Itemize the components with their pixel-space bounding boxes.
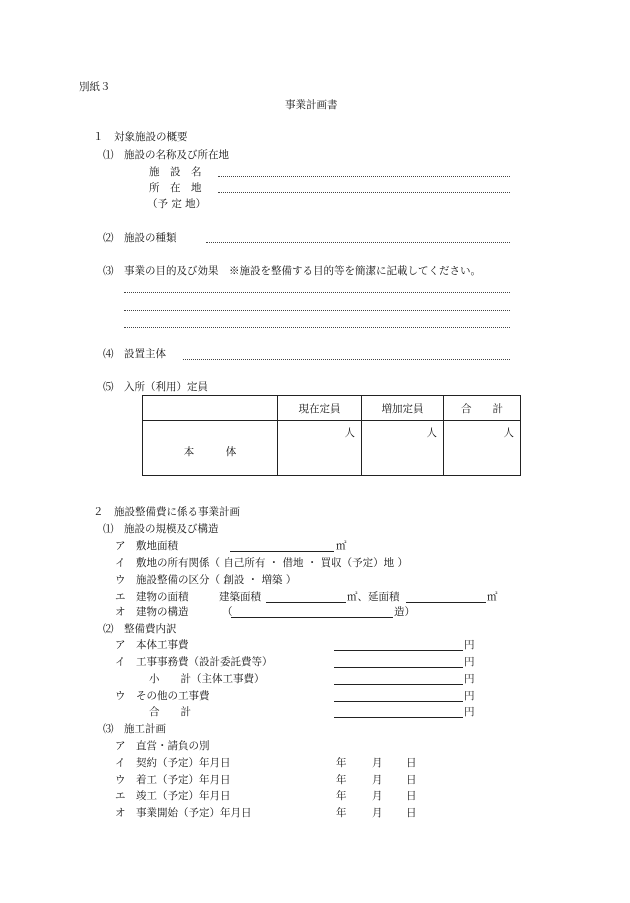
yen-unit: 円 [464, 673, 475, 685]
yen-unit: 円 [464, 639, 475, 651]
facility-type-field[interactable] [206, 242, 510, 243]
land-ownership-line: イ 敷地の所有関係（ 自己所有 ・ 借地 ・ 買収（予定）地 ） [115, 557, 409, 569]
cost-item-total: 合 計 [149, 706, 191, 718]
table-header-total: 合 計 [444, 396, 521, 421]
unit-person: 人 [503, 427, 514, 439]
establishing-body-field[interactable] [183, 359, 510, 360]
capacity-table [142, 395, 521, 476]
cost-item-main-construction: ア 本体工事費 [115, 639, 189, 651]
attachment-label: 別紙３ [79, 81, 111, 93]
s2-2-heading: ⑵ 整備費内訳 [103, 623, 177, 635]
table-header-blank [143, 396, 278, 421]
date-month: 月 [372, 774, 383, 786]
unit-person: 人 [426, 427, 437, 439]
other-cost-field[interactable] [334, 701, 463, 702]
current-capacity-cell[interactable] [278, 421, 362, 476]
purpose-field-line-2[interactable] [124, 310, 510, 311]
schedule-item-completion: エ 竣工（予定）年月日 [115, 790, 231, 802]
admin-cost-field[interactable] [334, 667, 463, 668]
table-row [143, 421, 521, 476]
total-floor-area-field[interactable] [406, 602, 486, 603]
site-area-unit: ㎡ [336, 540, 347, 552]
building-area-label: エ 建物の面積 [115, 591, 189, 603]
section2-heading: ２ 施設整備費に係る事業計画 [93, 506, 240, 518]
date-year: 年 [336, 774, 347, 786]
total-cost-field[interactable] [334, 717, 463, 718]
date-day: 日 [406, 807, 417, 819]
date-day: 日 [406, 774, 417, 786]
table-row-label: 本 体 [143, 421, 278, 476]
purpose-field-line-3[interactable] [124, 327, 510, 328]
total-capacity-cell[interactable] [444, 421, 521, 476]
s2-3-heading: ⑶ 施工計画 [103, 723, 166, 735]
s1-1-heading: ⑴ 施設の名称及び所在地 [103, 149, 229, 161]
schedule-item-start: ウ 着工（予定）年月日 [115, 774, 231, 786]
section1-heading: １ 対象施設の概要 [93, 131, 188, 143]
building-structure-label: オ 建物の構造 [115, 606, 189, 618]
date-year: 年 [336, 807, 347, 819]
yen-unit: 円 [464, 690, 475, 702]
date-year: 年 [336, 757, 347, 769]
building-structure-field[interactable] [231, 617, 393, 618]
schedule-item-contract: イ 契約（予定）年月日 [115, 757, 231, 769]
date-year: 年 [336, 790, 347, 802]
facility-name-label: 施 設 名 [149, 166, 202, 178]
purpose-field-line-1[interactable] [124, 292, 510, 293]
date-day: 日 [406, 790, 417, 802]
s1-2-heading: ⑵ 施設の種類 [103, 232, 177, 244]
building-footprint-label: 建築面積 [219, 591, 261, 603]
s1-4-heading: ⑷ 設置主体 [103, 348, 166, 360]
contract-method-label: ア 直営・請負の別 [115, 740, 210, 752]
table-header-current: 現在定員 [278, 396, 362, 421]
structure-open-paren: （ [222, 606, 233, 618]
development-type-line: ウ 施設整備の区分（ 創設 ・ 増築 ） [115, 574, 297, 586]
yen-unit: 円 [464, 656, 475, 668]
date-month: 月 [372, 790, 383, 802]
structure-close: 造） [394, 606, 415, 618]
table-header-row [143, 396, 521, 421]
location-label: 所 在 地 [149, 182, 202, 194]
location-field[interactable] [218, 192, 510, 193]
site-area-field[interactable] [230, 551, 334, 552]
subtotal-cost-field[interactable] [334, 684, 463, 685]
building-footprint-field[interactable] [266, 602, 346, 603]
cost-item-other: ウ その他の工事費 [115, 690, 210, 702]
increase-capacity-cell[interactable] [362, 421, 444, 476]
s1-5-heading: ⑸ 入所（利用）定員 [103, 381, 208, 393]
site-area-label: ア 敷地面積 [115, 540, 178, 552]
document-title: 事業計画書 [285, 99, 338, 111]
unit-person: 人 [344, 427, 355, 439]
date-month: 月 [372, 807, 383, 819]
cost-item-subtotal: 小 計（主体工事費） [149, 673, 265, 685]
yen-unit: 円 [464, 706, 475, 718]
s2-1-heading: ⑴ 施設の規模及び構造 [103, 523, 219, 535]
main-construction-cost-field[interactable] [334, 650, 463, 651]
cost-item-admin: イ 工事事務費（設計委託費等） [115, 656, 273, 668]
date-day: 日 [406, 757, 417, 769]
floor-area-unit: ㎡ [487, 591, 498, 603]
schedule-item-business-start: オ 事業開始（予定）年月日 [115, 807, 252, 819]
floor-area-label: ㎡、延面積 [347, 591, 400, 603]
planned-site-label: （予 定 地） [147, 198, 207, 210]
date-month: 月 [372, 757, 383, 769]
facility-name-field[interactable] [218, 176, 510, 177]
table-header-increase: 増加定員 [362, 396, 444, 421]
s1-3-heading: ⑶ 事業の目的及び効果 ※施設を整備する目的等を簡潔に記載してください。 [103, 265, 481, 277]
